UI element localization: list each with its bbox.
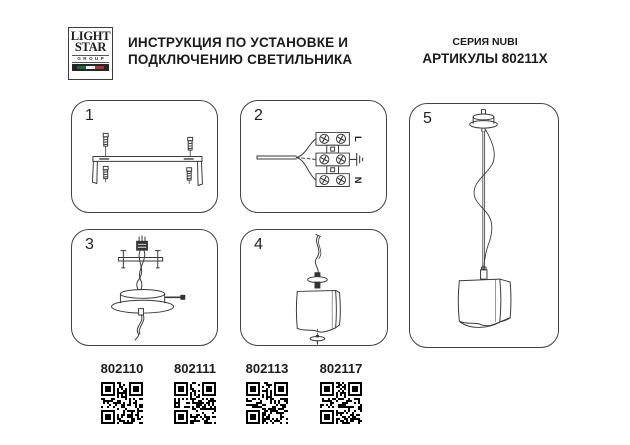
step-number: 3 xyxy=(85,236,94,253)
mounting-bracket-diagram xyxy=(72,101,217,212)
wire-strand xyxy=(137,251,142,290)
series-name: СЕРИЯ NUBI xyxy=(452,36,518,48)
qr-code xyxy=(174,382,216,424)
wire-neutral xyxy=(296,157,316,180)
terminal-block xyxy=(316,132,349,186)
flag-green-segment xyxy=(77,66,86,69)
title-line-2: ПОДКЛЮЧЕНИЮ СВЕТИЛЬНИКА xyxy=(128,51,353,67)
article-code: 802117 xyxy=(319,361,363,376)
wire-strand xyxy=(139,251,144,290)
step-number: 2 xyxy=(254,107,263,124)
flag-red-segment xyxy=(95,66,104,69)
step-panel-3 xyxy=(71,229,218,346)
step-number: 1 xyxy=(85,107,94,124)
pendant-cable xyxy=(135,315,142,340)
article-code: 802113 xyxy=(245,361,289,376)
article-code: 802111 xyxy=(174,361,216,376)
articles-title: АРТИКУЛЫ 80211X xyxy=(422,51,548,66)
title-line-1: ИНСТРУКЦИЯ ПО УСТАНОВКЕ И xyxy=(128,35,349,50)
shade-assembly-diagram xyxy=(241,230,387,345)
logo-word-light: LIGHT xyxy=(70,29,111,43)
logo-word-star: STAR xyxy=(74,40,107,54)
screw-top-left xyxy=(103,133,108,156)
assembled-pendant-diagram xyxy=(410,104,558,347)
ceiling-canopy xyxy=(470,110,498,132)
earth-symbol xyxy=(350,154,362,166)
screw-bottom-right xyxy=(187,168,192,184)
step-panel-2 xyxy=(240,100,387,213)
qr-code xyxy=(246,382,288,424)
step-number: 4 xyxy=(254,236,263,253)
article-802117 xyxy=(306,361,376,424)
qr-code xyxy=(101,382,143,424)
suspension-rod xyxy=(483,131,485,269)
line-label: L xyxy=(352,135,363,142)
side-screw xyxy=(166,295,186,300)
screw-top-right xyxy=(188,137,193,156)
neutral-label: N xyxy=(352,176,363,184)
article-802111 xyxy=(160,361,230,424)
qr-code xyxy=(320,382,362,424)
article-802113 xyxy=(232,361,302,424)
supply-cable xyxy=(257,156,296,159)
step-panel-5 xyxy=(409,103,559,348)
terminal-block-small xyxy=(136,236,148,251)
series-block xyxy=(418,36,552,66)
wire-line xyxy=(296,139,316,158)
logo-word-group: GROUP xyxy=(72,55,109,63)
article-802110 xyxy=(87,361,157,424)
cable-grip xyxy=(139,309,144,315)
lightstar-logo xyxy=(68,27,113,80)
socket-ring xyxy=(308,272,328,288)
italy-flag-icon xyxy=(72,64,109,71)
step-panel-1 xyxy=(71,100,218,213)
wiring-diagram xyxy=(241,101,386,212)
pendant-cable xyxy=(318,237,320,259)
step-panel-4 xyxy=(240,229,388,346)
article-code: 802110 xyxy=(100,361,144,376)
cube-shade xyxy=(296,290,340,332)
step-number: 5 xyxy=(423,110,432,127)
canopy-mount-diagram xyxy=(72,230,217,345)
flag-white-segment xyxy=(86,66,95,69)
cube-shade xyxy=(458,279,511,327)
screw-bottom-left xyxy=(103,166,108,182)
page-title xyxy=(128,35,368,68)
